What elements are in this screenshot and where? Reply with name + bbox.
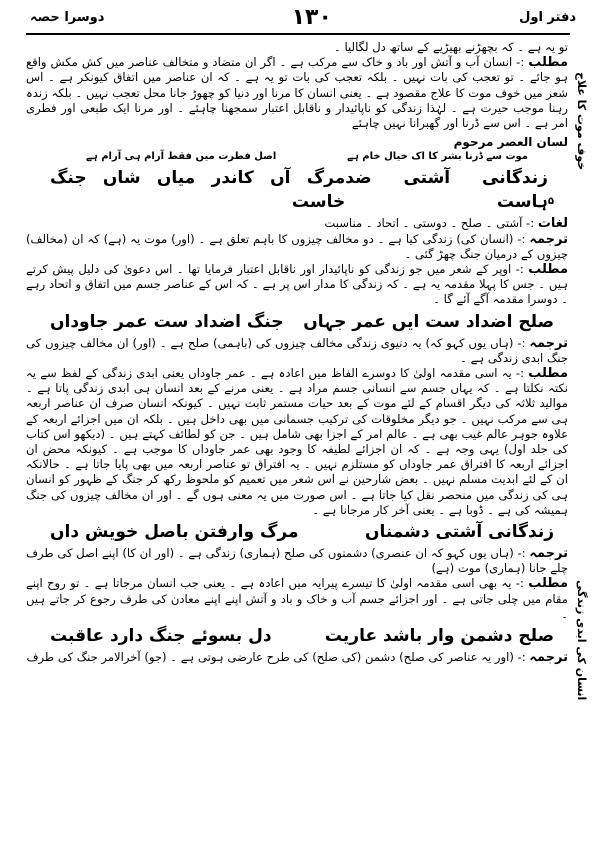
label-matlab: مطلب [528,576,568,592]
verse-line-1: صلح اضداد ست ایں عمر جہاں [303,311,554,332]
verse-line-2: جنگ اضداد ست عمر جاوداں [50,311,284,332]
paragraph-translation [26,336,568,366]
translation-text: :- (اور یہ عناصر کی صلح) دشمن (کی صلح) کی طرح عارضی ہوتی ہے ۔ (جو) آخرالامر جنگ کی طرف [26,650,526,665]
verse-line-2: مرگ آں کاندر میاں شاں جنگ خاست [50,168,346,213]
explanation-text: :- یہ اسی مقدمہ اولیٰ کا دوسرے الفاظ میں اعادہ ہے ۔ عمر جاوداں یعنی ابدی زندگی کے لفظ سے یہ نکتہ نکلتا ہے ۔ کہ یہاں جسم سے انسانی جسم مراد ہے ۔ یعنی مرنے کے بعد انسان ہی ابدی زندگی پاتا ہے ۔ موالید ثلاثہ کی دیگر اقسام کے لئے موت کے بعد حیات مستمر ثابت نہیں ۔ کیونکہ انسان صرف ان عناصر اربعہ ہی سے مرکب نہیں ۔ جو دیگر مخلوقات کی ترکیب جسمانی میں بھی داخل ہیں ۔ بلکہ ان میں اجزائے اربعہ کے علاوہ جوہر عالم غیب بھی ہے ۔ عالم امر کے اجزا بھی شامل ہیں ۔ جن کو لطائف کہتے ہیں ۔ (دیکھو اس کتاب کی جلد اول) یہی وجہ ہے ۔ کہ ان اجزائے لطیفہ کا وجود بھی عمر جاوداں کا موجب ہے ۔ کیونکہ محض ان اجزائے اربعہ کا افتراق عمر جاوداں کو مستلزم نہیں ۔ یہ افتراق تو عناصر اربعہ میں بھی پایا جاتا ہے ۔ حالانکہ ان کے لئے ابدیت مسلم نہیں ۔ بعض شارحین نے اس شعر میں تعمیم کو ملحوظ رکھ کر جنگ کے ظہور کو انسان ہی کی زندگی میں منحصر نقل کیا جاتا ہے ۔ اس صورت میں یہ معنی ہوں گے ۔ اور ان مخالف چیزوں کی جنگ ہمیشہ کی ہے ۔ ڈوبا ہے ۔ یعنی آخر کار مرجانا ہے ۔ [26,366,568,517]
paragraph-translation [26,232,568,262]
label-matlab: مطلب [528,366,568,382]
label-tarjuma: ترجمہ [529,546,568,562]
verse-3 [26,518,568,546]
paragraph-explanation [26,576,568,622]
verse-line-2: دل بسوئے جنگ دارد عاقبت [50,626,272,647]
explanation-text: :- اوپر کے شعر میں جو زندگی کو ناپائیدار اور ناقابل اعتبار فرمایا تھا ۔ اس دعویٰ کی دلیل پیش کرتے ہیں ۔ جس کا پہلا مقدمہ یہ ہے ۔ کہ زندگی کا مدار اس پر ہے ۔ کہ اس کے عناصر جسم میں اتفاق و اتحاد رہے ۔ دوسرا مقدمہ آگے آئے گا ۔ [26,262,568,307]
paragraph-explanation [26,262,568,308]
vocabulary-text: :- آشتی ۔ صلح ۔ دوستی ۔ اتحاد ۔ مناسبت [324,216,535,231]
verse-2 [26,308,568,336]
label-tarjuma: ترجمہ [529,335,568,351]
margin-note-eternal-life: انسان کی ابدی زندگی [575,580,588,701]
verse-line-1: زندگانی آشتی ضد ہاست [345,168,548,213]
paragraph-explanation [26,55,568,131]
couplet-line-1: موت سے ڈرنا بشر کا اک خیال خام ہے [347,151,528,163]
couplet-line-2: اصل فطرت میں فقط آرام ہی آرام ہے [86,151,277,163]
page-body [26,40,568,845]
paragraph: تو یہ ہے ۔ کہ بچھڑنے بھیڑیے کے ساتھ دل لگالیا ۔ [334,40,568,54]
label-matlab: مطلب [528,262,568,278]
translation-text: :- (انسان کی) زندگی کیا ہے ۔ دو مخالف چیزوں کا باہم تعلق ہے ۔ (اور) موت یہ (ہے) کہ ان (مخالف) چیزوں کے درمیان جنگ چھڑ گئی ۔ [26,231,568,261]
heading-poet: لسان العصر مرحوم [453,135,568,150]
couplet-small [26,150,568,164]
verse-line-2: مرگ وارفتن باصل خویش داں [50,522,299,543]
label-lughat: لغات [537,216,568,232]
label-matlab: مطلب [528,55,568,71]
paragraph-translation [26,546,568,576]
verse-number: ۵ [547,196,554,208]
header-rule [26,33,570,35]
label-tarjuma: ترجمہ [529,650,568,666]
margin-note-fear-of-death: خوف موت کا علاج [575,72,588,171]
paragraph-explanation [26,366,568,518]
verse-1 [26,164,568,216]
verse-4 [26,622,568,650]
explanation-text: :- یہ بھی اسی مقدمہ اولیٰ کا تیسرے پیرایہ میں اعادہ ہے ۔ یعنی جب انسان مرجاتا ہے ۔ تو روح اپنے مقام میں چلی جاتی ہے ۔ اور اجزائے جسم آب و خاک و باد و آتش اپنے اپنے معادن کی طرف رجوع کر جاتے ہیں ۔ [26,576,568,621]
page-header [30,4,576,30]
header-section-title: دفتر اول [519,9,576,25]
paragraph-text: :- انسان آب و آتش اور باد و خاک سے مرکب ہے ۔ اگر ان متضاد و متخالف عناصر میں کش مکش واقع ہو جائے ۔ تو تعجب کی بات نہیں ۔ بلکہ تعجب کی بات تو یہ ہے ۔ کہ ان عناصر میں اتفاق کیونکر ہے ۔ اس شعر میں خوف موت کا علاج مقصود ہے ۔ یعنی انسان کا مرنا اور دنیا کو چھوڑ جانا محل تعجب نہیں ۔ بلکہ زندہ رہنا موجب حیرت ہے ۔ لہٰذا زندگی کو ناپائیدار و ناقابل اعتبار سمجھنا چاہئے ۔ اور مرنا ایک طبعی اور فطری امر ہے ۔ اس سے ڈرنا اور گھبرانا نہیں چاہئے [26,55,568,131]
label-tarjuma: ترجمہ [529,231,568,247]
verse-line-1: صلح دشمن وار باشد عاریت [324,626,554,647]
translation-text: :- (ہاں یوں کہو کہ ان عنصری) دشمنوں کی صلح (ہماری) زندگی ہے ۔ (اور ان کا) اپنے اصل کی طرف چلے جانا (ہماری) موت (ہے) [26,546,568,576]
paragraph-translation [26,650,568,665]
verse-line-1: زندگانی آشتی دشمناں [364,522,554,543]
translation-text: :- (ہاں یوں کہو کہ) یہ دنیوی زندگی مخالف چیزوں کی (باہمی) صلح ہے ۔ (اور) ان مخالف چیزوں کی جنگ ابدی زندگی ہے ۔ [26,335,568,365]
paragraph-vocabulary [26,216,568,231]
page-number: ۱۳۰ [291,4,332,30]
header-part-title: دوسرا حصہ [30,9,105,25]
